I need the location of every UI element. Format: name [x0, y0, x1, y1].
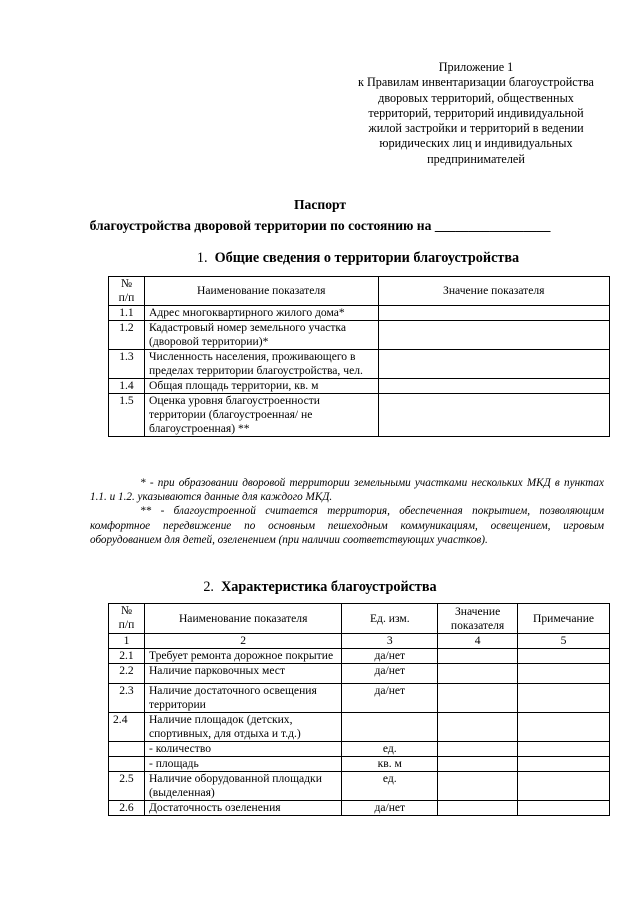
table-row	[109, 306, 610, 321]
header-num	[109, 277, 145, 306]
appendix-line: жилой застройки и территорий в ведении	[368, 121, 584, 136]
row-note[interactable]	[518, 742, 610, 757]
section-1-number: 1.	[196, 250, 208, 266]
header-value: Значение показателя	[378, 277, 609, 306]
row-value[interactable]	[378, 350, 609, 379]
row-name: - количество	[144, 742, 342, 757]
row-num: 2.6	[109, 801, 145, 816]
col-number: 4	[438, 634, 518, 649]
row-num: 2.3	[109, 684, 145, 713]
row-name: Адрес многоквартирного жилого дома*	[144, 306, 378, 321]
row-value[interactable]	[438, 801, 518, 816]
footnote-1: * - при образовании дворовой территории земельными участками нескольких МКД в пунктах 1.1. и 1.2. указываются данные для каждого МКД.	[90, 477, 604, 504]
column-number-row	[109, 634, 610, 649]
table-row	[109, 649, 610, 664]
table-row	[109, 801, 610, 816]
row-unit: ед.	[342, 772, 438, 801]
row-num: 1.5	[109, 394, 145, 437]
table-row	[109, 757, 610, 772]
section-1-heading: Общие сведения о территории благоустройства	[214, 250, 520, 266]
footnotes	[90, 476, 604, 547]
row-num: 2.5	[109, 772, 145, 801]
row-value[interactable]	[378, 306, 609, 321]
row-note[interactable]	[518, 713, 610, 742]
row-value[interactable]	[378, 394, 609, 437]
header-name: Наименование показателя	[144, 604, 342, 634]
row-name: Наличие оборудованной площадки (выделенная)	[144, 772, 342, 801]
section-1-title	[38, 250, 640, 267]
table-row	[109, 321, 610, 350]
header-num	[109, 604, 145, 634]
row-unit: ед.	[342, 742, 438, 757]
appendix-line: дворовых территорий, общественных	[378, 90, 574, 105]
row-value[interactable]	[438, 757, 518, 772]
table-row	[109, 772, 610, 801]
appendix-note	[345, 60, 607, 167]
row-name: Оценка уровня благоустроенности территории (благоустроенная/ не благоустроенная) **	[144, 394, 378, 437]
row-value[interactable]	[438, 742, 518, 757]
col-number: 5	[518, 634, 610, 649]
row-note[interactable]	[518, 801, 610, 816]
header-num-text: № п/п	[118, 604, 135, 631]
row-value[interactable]	[438, 684, 518, 713]
row-num: 1.2	[109, 321, 145, 350]
row-name: - площадь	[144, 757, 342, 772]
document-title: Паспорт	[293, 197, 347, 212]
col-number: 3	[342, 634, 438, 649]
row-name: Наличие достаточного освещения территории	[144, 684, 342, 713]
row-note[interactable]	[518, 649, 610, 664]
row-name: Общая площадь территории, кв. м	[144, 379, 378, 394]
section-2-heading: Характеристика благоустройства	[221, 579, 437, 595]
footnote-2: ** - благоустроенной считается территория, обеспеченная покрытием, позволяющим комфортное передвижение по основным пешеходным коммуникациям, освещением, игровым оборудованием для детей, озеленением (при наличии соответствующих участков).	[90, 505, 604, 546]
row-num: 2.4	[109, 713, 145, 742]
header-note: Примечание	[518, 604, 610, 634]
row-unit: да/нет	[342, 801, 438, 816]
appendix-line: территорий, территорий индивидуальной	[368, 105, 584, 120]
row-value[interactable]	[378, 321, 609, 350]
header-value: Значение показателя	[438, 604, 518, 634]
appendix-line: предпринимателей	[427, 151, 525, 166]
appendix-line: Приложение 1	[438, 60, 514, 74]
table-row	[109, 664, 610, 684]
table-row	[109, 394, 610, 437]
row-name: Численность населения, проживающего в пределах территории благоустройства, чел.	[144, 350, 378, 379]
row-note[interactable]	[518, 684, 610, 713]
row-value[interactable]	[438, 649, 518, 664]
header-num-text: № п/п	[118, 277, 135, 304]
row-value[interactable]	[438, 713, 518, 742]
row-name: Наличие площадок (детских, спортивных, для отдыха и т.д.)	[144, 713, 342, 742]
header-unit: Ед. изм.	[342, 604, 438, 634]
row-name: Кадастровый номер земельного участка (дворовой территории)*	[144, 321, 378, 350]
row-name: Достаточность озеленения	[144, 801, 342, 816]
appendix-line: к Правилам инвентаризации благоустройства	[358, 75, 594, 90]
improvement-table	[108, 603, 610, 816]
row-unit	[342, 713, 438, 742]
table-row	[109, 684, 610, 713]
row-num: 2.2	[109, 664, 145, 684]
table-row	[109, 379, 610, 394]
col-number: 1	[109, 634, 145, 649]
section-2-title	[0, 579, 640, 596]
row-unit: да/нет	[342, 664, 438, 684]
row-num: 2.1	[109, 649, 145, 664]
table-row	[109, 350, 610, 379]
row-unit: да/нет	[342, 649, 438, 664]
row-note[interactable]	[518, 664, 610, 684]
row-note[interactable]	[518, 757, 610, 772]
table-row	[109, 713, 610, 742]
table-row	[109, 742, 610, 757]
row-note[interactable]	[518, 772, 610, 801]
row-value[interactable]	[378, 379, 609, 394]
general-info-table	[108, 276, 610, 437]
row-unit: кв. м	[342, 757, 438, 772]
row-value[interactable]	[438, 664, 518, 684]
row-num: 1.3	[109, 350, 145, 379]
row-num	[109, 742, 145, 757]
document-subtitle: благоустройства дворовой территории по состоянию на _________________	[89, 218, 551, 233]
row-name: Требует ремонта дорожное покрытие	[144, 649, 342, 664]
row-num: 1.4	[109, 379, 145, 394]
row-value[interactable]	[438, 772, 518, 801]
row-name: Наличие парковочных мест	[144, 664, 342, 684]
row-num: 1.1	[109, 306, 145, 321]
col-number: 2	[144, 634, 342, 649]
row-num	[109, 757, 145, 772]
section-2-number: 2.	[203, 579, 214, 595]
appendix-line: юридических лиц и индивидуальных	[379, 136, 573, 151]
row-unit: да/нет	[342, 684, 438, 713]
header-name: Наименование показателя	[144, 277, 378, 306]
